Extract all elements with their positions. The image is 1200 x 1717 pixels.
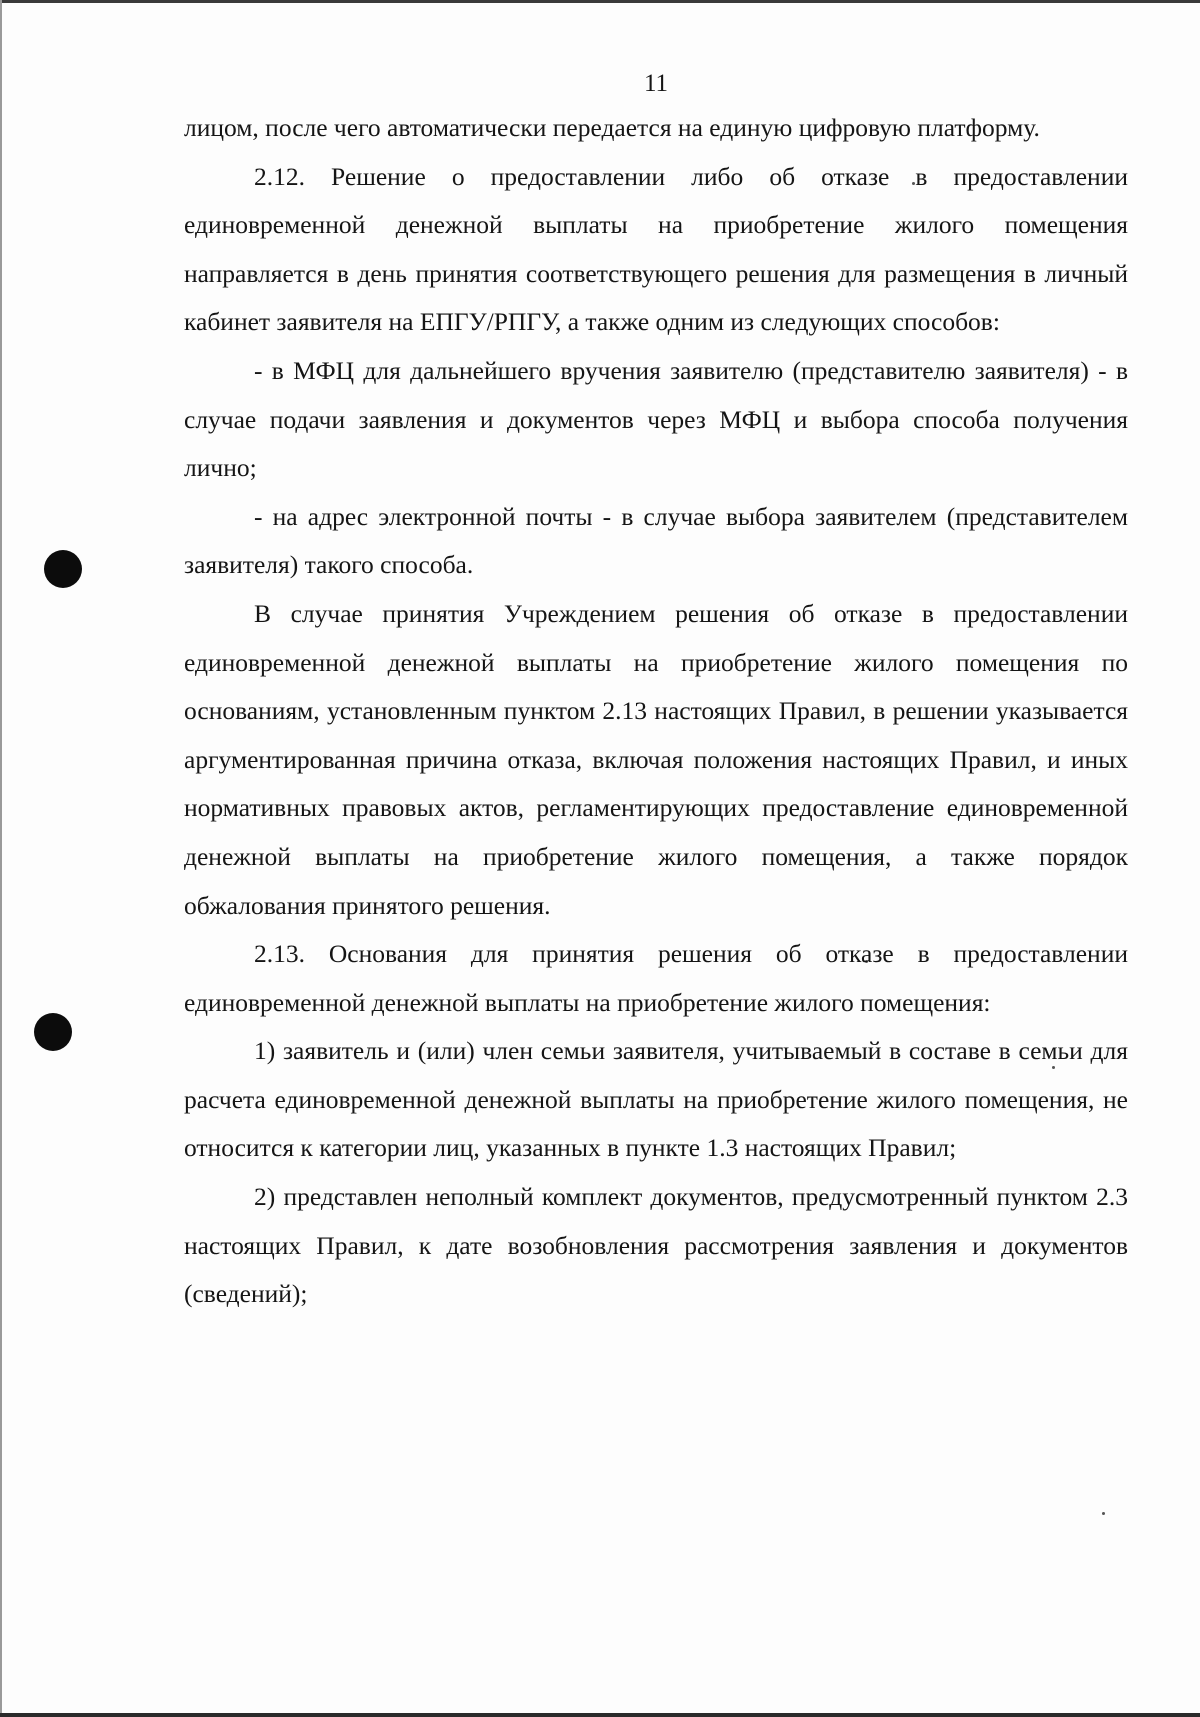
paragraph-method-email: - на адрес электронной почты - в случае выбора заявителем (представителем заявителя) такого способа. — [184, 501, 1128, 580]
scan-bottom-edge — [0, 1713, 1200, 1717]
paragraph-clause-2-13: 2.13. Основания для принятия решения об отказе в предоставлении единовременной денежной выплаты на приобретение жилого помещения: — [184, 939, 1128, 1017]
punch-hole-icon — [34, 1013, 72, 1051]
punch-hole-icon — [44, 550, 82, 588]
paragraph-clause-2-12: 2.12. Решение о предоставлении либо об отказе в предоставлении единовременной денежной выплаты на приобретение жилого помещения направляется в день принятия соответствующего решения для размещения в личный кабинет заявителя на ЕПГУ/РПГУ, а также одним из следующих способов: — [184, 161, 1128, 337]
scan-top-edge — [0, 0, 1200, 3]
scan-left-edge — [0, 0, 2, 1717]
page-number: 11 — [643, 70, 669, 97]
scan-speck — [1102, 1512, 1105, 1515]
paragraph-ground-2: 2) представлен неполный комплект документов, предусмотренный пунктом 2.3 настоящих Правил, к дате возобновления рассмотрения заявления и документов (сведений); — [184, 1182, 1128, 1309]
document-body — [184, 104, 1128, 1319]
paragraph-continuation: лицом, после чего автоматически передается на единую цифровую платформу. — [184, 113, 1040, 142]
paragraph-method-mfc: - в МФЦ для дальнейшего вручения заявителю (представителю заявителя) - в случае подачи заявления и документов через МФЦ и выбора способа получения лично; — [184, 355, 1128, 483]
paragraph-refusal-reasoning: В случае принятия Учреждением решения об отказе в предоставлении единовременной денежной выплаты на приобретение жилого помещения по основаниям, установленным пунктом 2.13 настоящих Правил, в решении указывается аргументированная причина отказа, включая положения настоящих Правил, и иных нормативных правовых актов, регламентирующих предоставление единовременной денежной выплаты на приобретение жилого помещения, а также порядок обжалования принятого решения. — [184, 598, 1128, 920]
paragraph-ground-1: 1) заявитель и (или) член семьи заявителя, учитываемый в составе в семьи для расчета единовременной денежной выплаты на приобретение жилого помещения, не относится к категории лиц, указанных в пункте 1.3 настоящих Правил; — [184, 1036, 1128, 1163]
